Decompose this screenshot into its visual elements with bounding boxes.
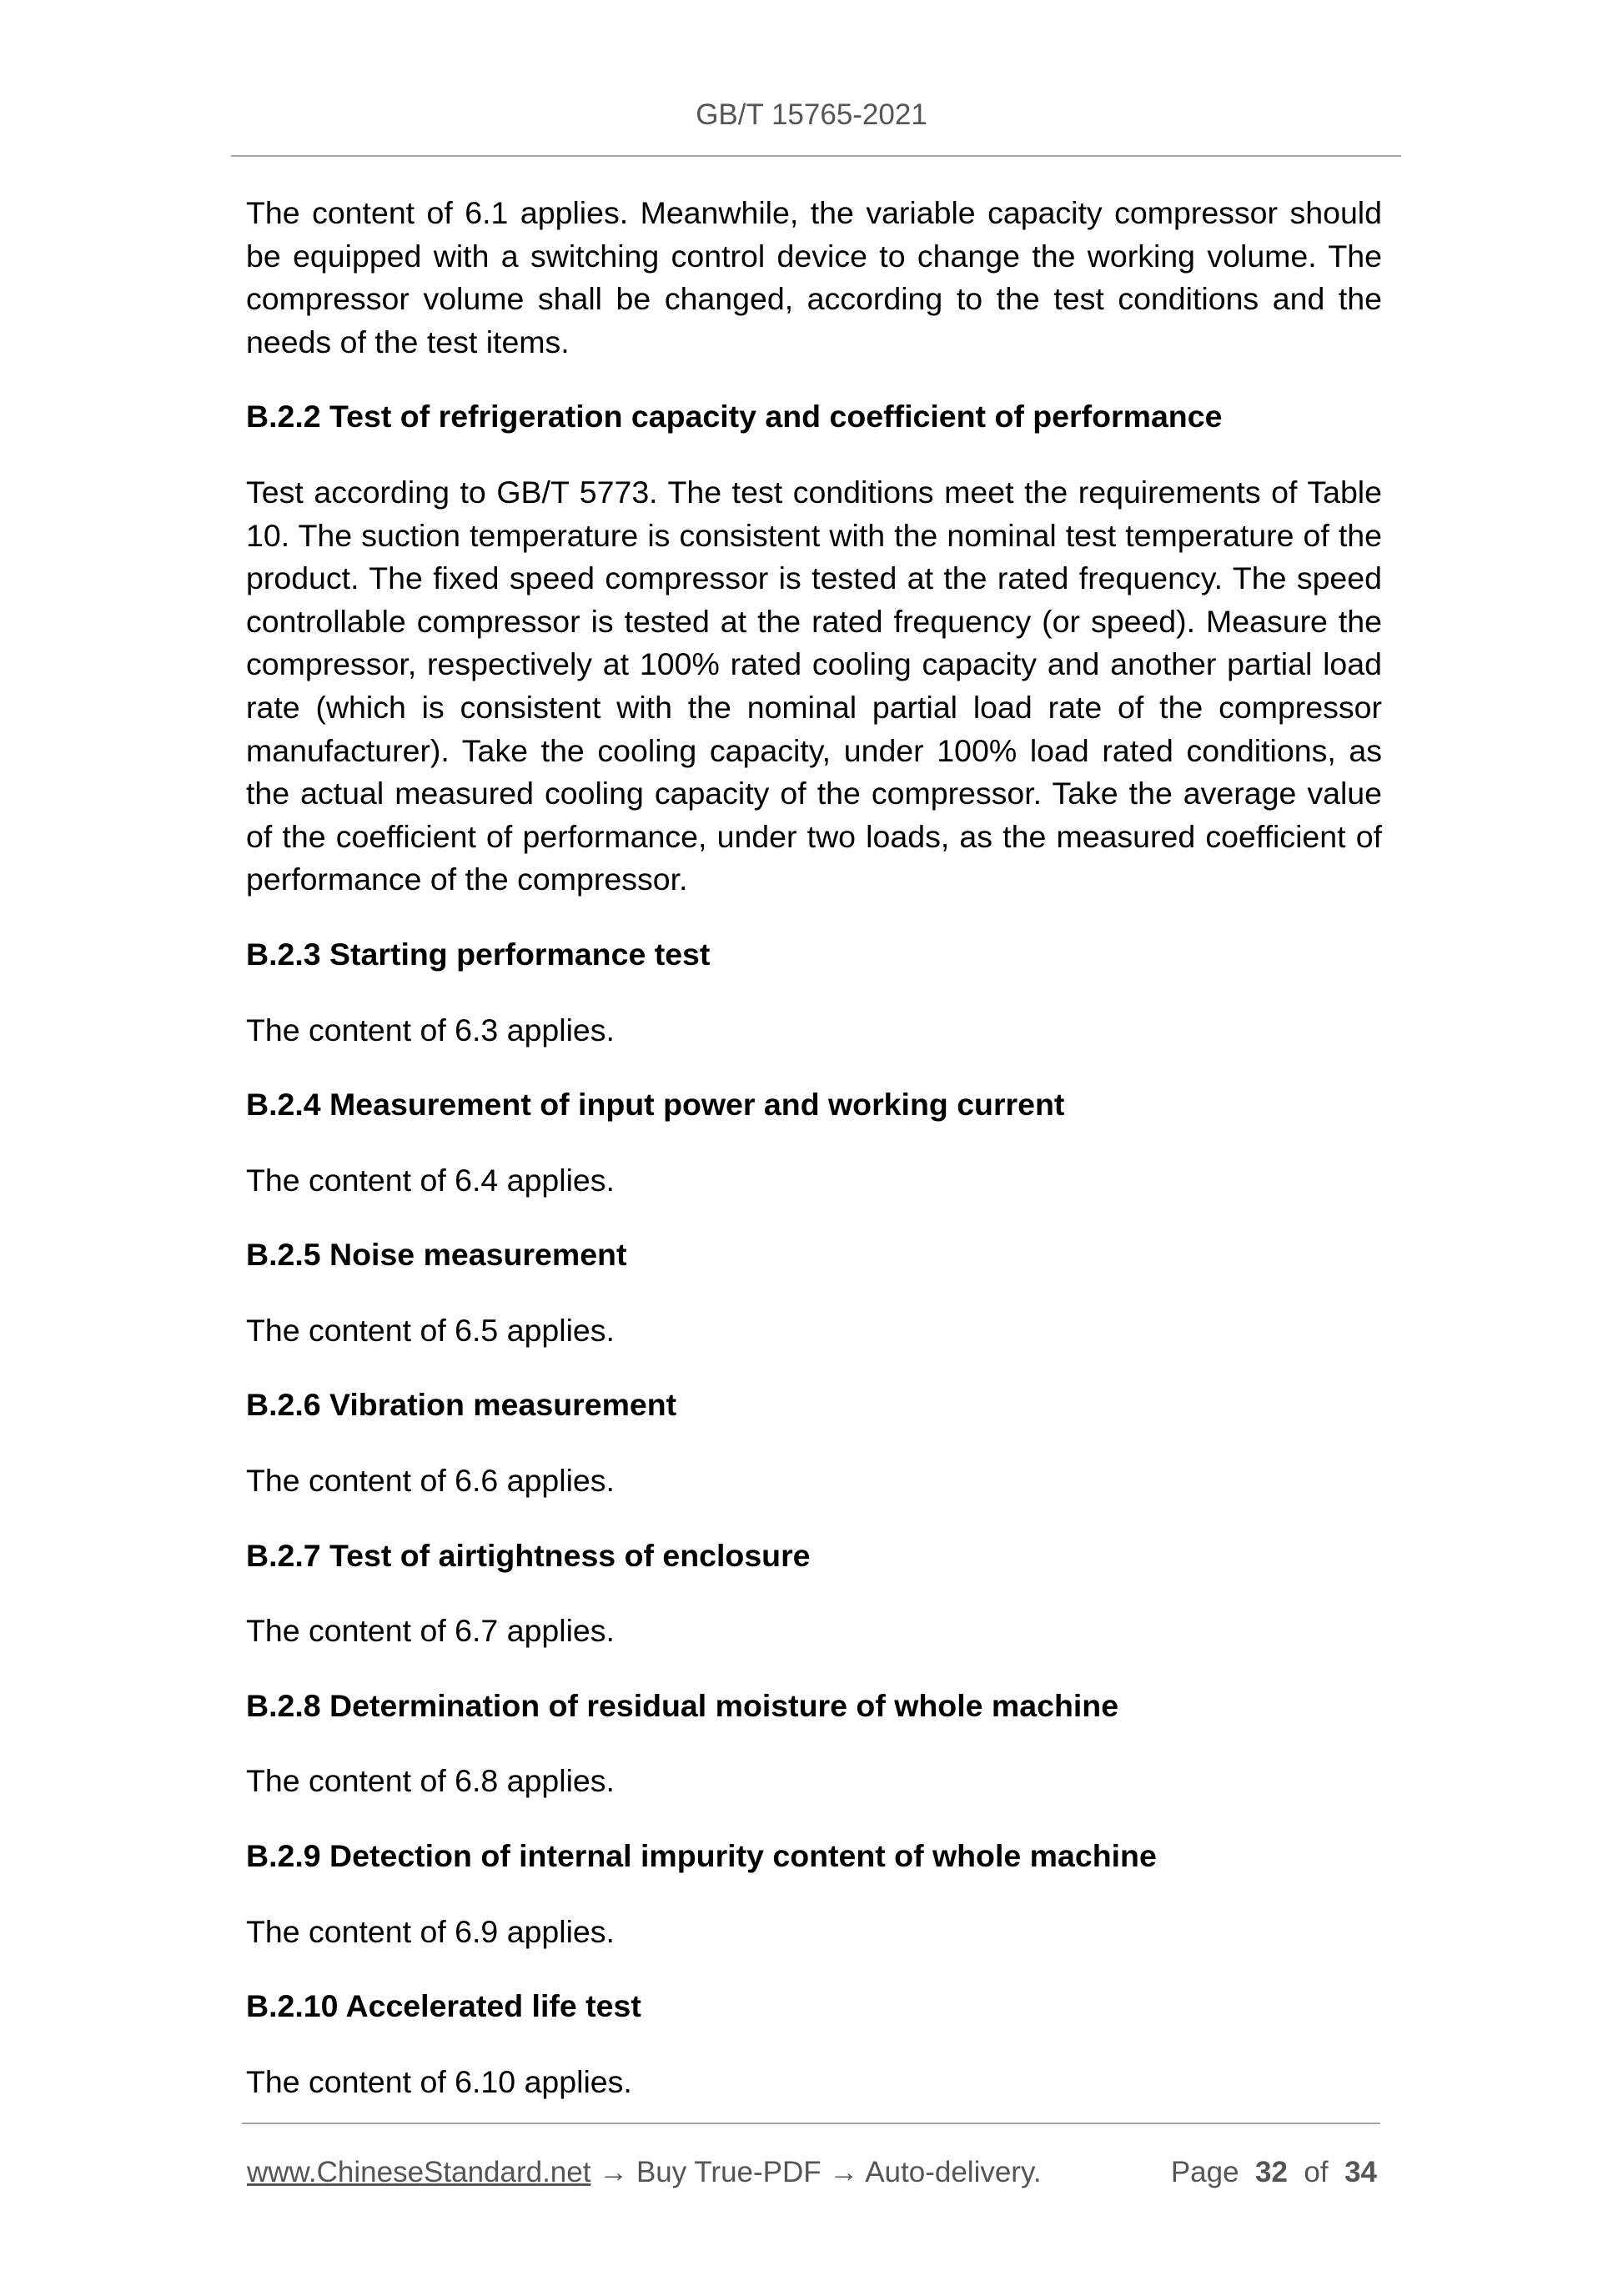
section-heading-b24: B.2.4 Measurement of input power and working current (246, 1087, 1065, 1123)
arrow-right-icon: → (599, 2156, 629, 2188)
section-text-b24: The content of 6.4 applies. (246, 1162, 615, 1198)
section-text-b28: The content of 6.8 applies. (246, 1763, 615, 1799)
section-text-b29: The content of 6.9 applies. (246, 1913, 615, 1949)
section-heading-b27: B.2.7 Test of airtightness of enclosure (246, 1537, 811, 1573)
footer-divider (242, 2123, 1380, 2124)
section-heading-b28: B.2.8 Determination of residual moisture of whole machine (246, 1687, 1119, 1723)
footer-step-buy: Buy True-PDF (636, 2156, 822, 2188)
section-text-b22: Test according to GB/T 5773. The test conditions meet the requirements of Table 10. The suction temperature is consistent with the nominal test temperature of the product. The fixed speed compressor is tested at the rated frequency. The speed controllable compressor is tested at the rated frequency (or speed). Measure the compressor, respectively at 100% rated cooling capacity and another partial load rate (which is consistent with the nominal partial load rate of the compressor manufacturer). Take the cooling capacity, under 100% load rated conditions, as the actual measured cooling capacity of the compressor. Take the average value of the coefficient of performance, under two loads, as the measured coefficient of performance of the compressor. (246, 474, 1382, 897)
section-text-b27: The content of 6.7 applies. (246, 1613, 615, 1649)
section-text-b25: The content of 6.5 applies. (246, 1312, 615, 1348)
page-footer (247, 2156, 1381, 2198)
section-text-b26: The content of 6.6 applies. (246, 1463, 615, 1499)
page-total: 34 (1344, 2156, 1377, 2188)
intro-paragraph: The content of 6.1 applies. Meanwhile, the variable capacity compressor should be equipped with a switching control device to change the working volume. The compressor volume shall be changed, according to the test conditions and the needs of the test items. (246, 195, 1382, 359)
page-current: 32 (1255, 2156, 1288, 2188)
header-divider (231, 155, 1401, 157)
page-of-label: of (1304, 2156, 1329, 2188)
section-heading-b22: B.2.2 Test of refrigeration capacity and coefficient of performance (246, 399, 1223, 435)
page-number (1171, 2156, 1377, 2189)
footer-promo (247, 2156, 1042, 2189)
section-heading-b29: B.2.9 Detection of internal impurity content of whole machine (246, 1838, 1157, 1874)
section-text-b210: The content of 6.10 applies. (246, 2063, 632, 2099)
section-heading-b26: B.2.6 Vibration measurement (246, 1387, 677, 1423)
section-heading-b23: B.2.3 Starting performance test (246, 936, 711, 972)
section-heading-b210: B.2.10 Accelerated life test (246, 1988, 641, 2024)
page-label: Page (1170, 2156, 1239, 2188)
document-body (246, 192, 1382, 2103)
section-heading-b25: B.2.5 Noise measurement (246, 1237, 627, 1273)
footer-step-delivery: Auto-delivery. (865, 2156, 1042, 2188)
website-link[interactable]: www.ChineseStandard.net (247, 2156, 591, 2188)
document-header-title: GB/T 15765-2021 (696, 98, 927, 131)
section-text-b23: The content of 6.3 applies. (246, 1012, 615, 1048)
arrow-right-icon: → (829, 2156, 859, 2188)
